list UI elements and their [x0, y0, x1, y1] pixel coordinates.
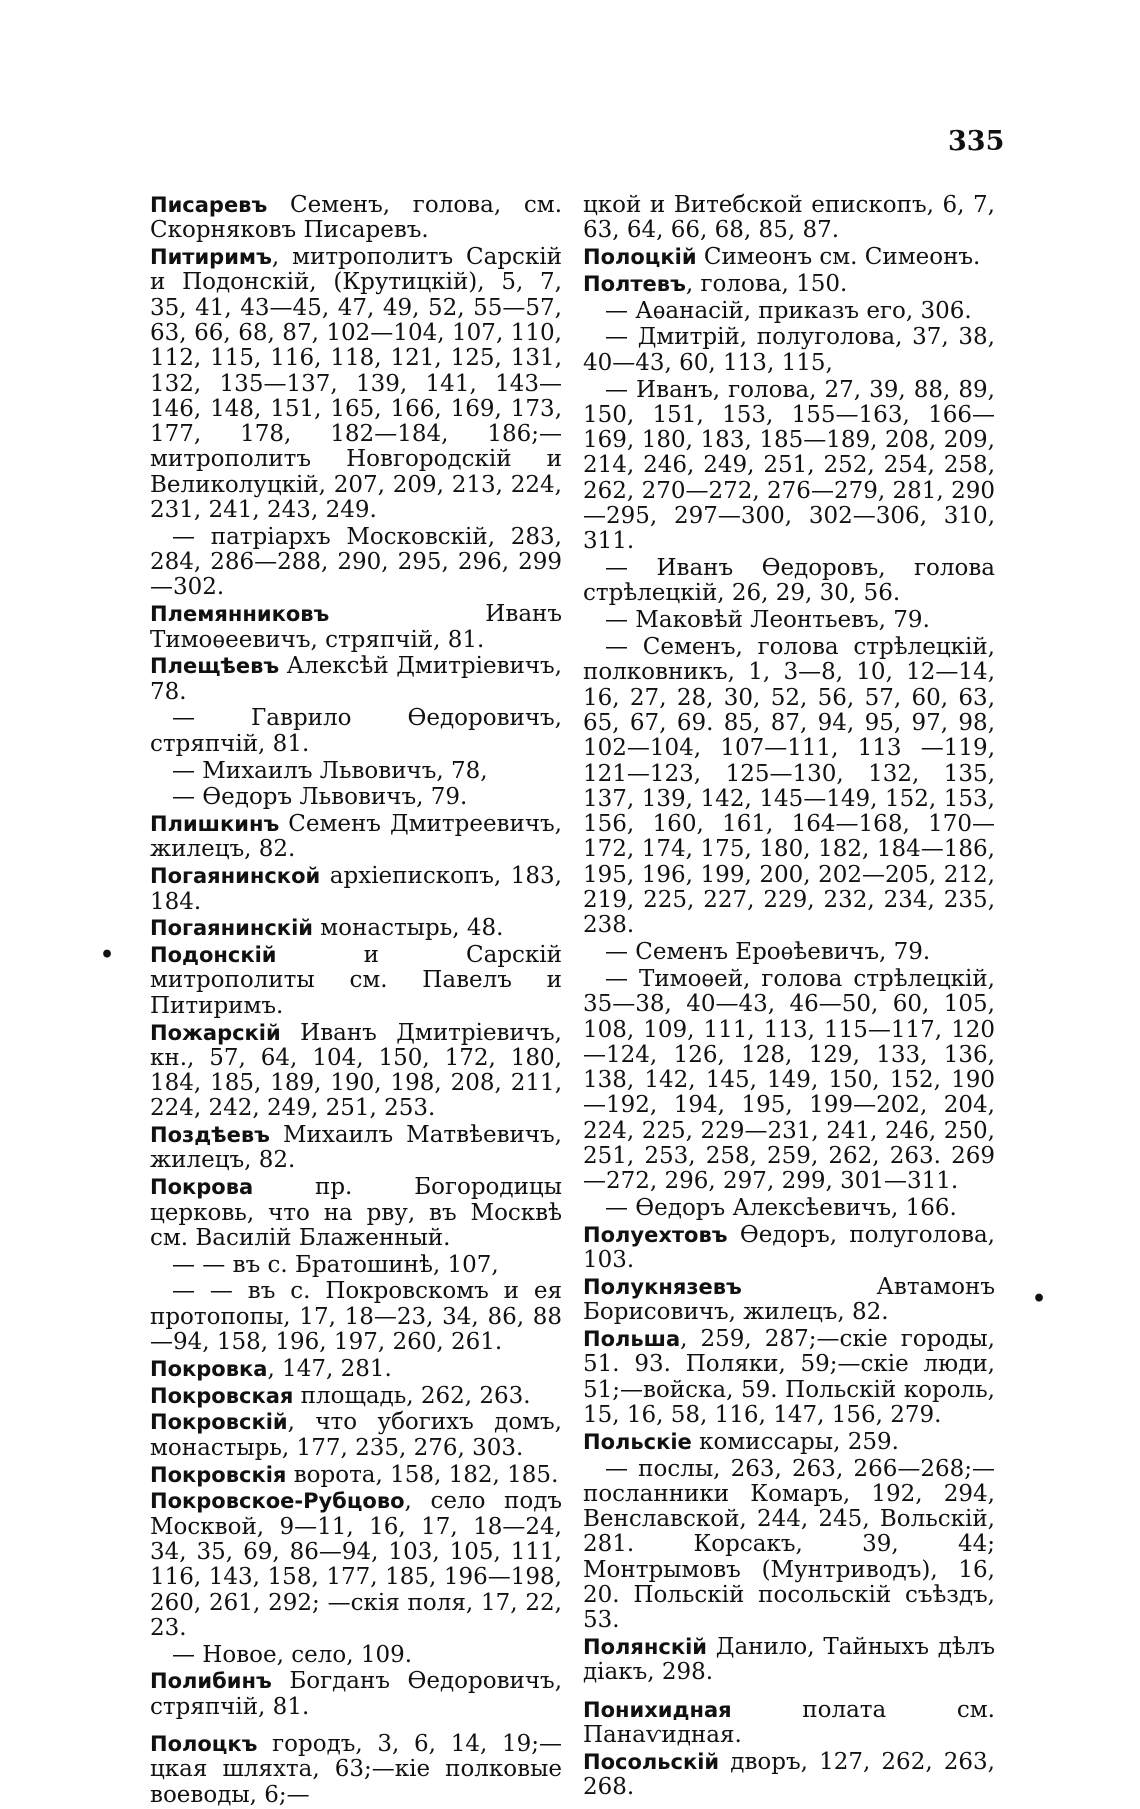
index-entry — [150, 1732, 562, 1808]
index-entry — [150, 1253, 562, 1278]
entry-headword: Покровскія — [150, 1462, 287, 1487]
entry-text: площадь, 262, 263. — [293, 1382, 531, 1409]
index-entry — [583, 1698, 995, 1749]
index-entry — [150, 785, 562, 810]
index-entry — [150, 1643, 562, 1668]
entry-text: Автамонъ Борисовичъ, жилецъ, 82. — [583, 1273, 995, 1326]
entry-text: Иванъ Дмитріевичъ, кн., 57, 64, 104, 150, 172, 180, 184, 185, 189, 190, 198, 208, 211, 224, 242, 249, 251, 253. — [150, 1019, 562, 1122]
index-entry — [150, 525, 562, 601]
entry-text: архіепископъ, 183, 184. — [150, 863, 562, 915]
entry-headword: Покрова — [150, 1175, 254, 1200]
entry-text: — Аѳанасій, приказъ его, 306. — [605, 297, 972, 324]
entry-headword: Полуехтовъ — [583, 1222, 728, 1247]
entry-text: дворъ, 127, 262, 263, 268. — [583, 1748, 995, 1801]
entry-headword: Писаревъ — [150, 193, 268, 217]
index-entry — [583, 635, 995, 939]
entry-text: Иванъ Тимоѳеевичъ, стряпчій, 81. — [150, 601, 562, 653]
entry-headword: Полоцкій — [583, 245, 697, 270]
entry-text: — Тимоѳей, голова стрѣлецкій, 35—38, 40—43, 46—50, 60, 105, 108, 109, 111, 113, 115—117, 120—124, 126, 128, 129, 133, 136, 138, 142, 145, 149, 150, 152, 190—192, 194, 195, 199—202, 204, 224, 225, 229—231, 241, 246, 250, 251, 253, 258, 259, 262, 263. 269—272, 296, 297, 299, 301—311. — [583, 965, 995, 1195]
index-entry — [150, 1489, 562, 1641]
entry-headword: Плишкинъ — [150, 812, 280, 837]
index-entry — [150, 1384, 562, 1409]
index-entry — [583, 1750, 995, 1801]
entry-headword: Польскіе — [583, 1429, 692, 1454]
entry-text: Семенъ, голова, см. Скорняковъ Писаревъ. — [150, 192, 562, 244]
entry-headword: Племянниковъ — [150, 602, 330, 627]
index-entry — [150, 1175, 562, 1251]
entry-text: Семенъ Дмитреевичъ, жилецъ, 82. — [150, 811, 562, 863]
entry-text: — Новое, село, 109. — [172, 1641, 413, 1668]
entry-text: — — въ с. Покровскомъ и ея протопопы, 17, 18—23, 34, 86, 88—94, 158, 196, 197, 260, 261. — [150, 1278, 562, 1356]
entry-text: — Иванъ, голова, 27, 39, 88, 89, 150, 151, 153, 155—163, 166—169, 180, 183, 185—189, 208, 209, 214, 246, 249, 251, 252, 254, 258, 262, 270—272, 276—279, 281, 290—295, 297—300, 302—306, 310, 311. — [583, 376, 995, 555]
index-entry — [150, 1410, 562, 1461]
entry-headword: Полибинъ — [150, 1669, 272, 1694]
index-entry — [150, 706, 562, 757]
entry-text: — Маковѣй Леонтьевъ, 79. — [605, 607, 930, 634]
entry-text: , 147, 281. — [267, 1355, 392, 1382]
index-entry — [583, 245, 995, 270]
index-entry — [150, 1123, 562, 1174]
entry-text: Данило, Тайныхъ дѣлъ діакъ, 298. — [583, 1634, 995, 1686]
index-entry — [150, 943, 562, 1019]
index-entry — [583, 325, 995, 376]
index-entry — [150, 1669, 562, 1720]
entry-text: — Семенъ Ероѳѣевичъ, 79. — [605, 939, 931, 966]
index-entry — [150, 1279, 562, 1355]
entry-headword: Погаянинскій — [150, 916, 313, 941]
entry-text: цкой и Витебской епископъ, 6, 7, 63, 64, 66, 68, 85, 87. — [583, 192, 995, 244]
entry-text: пр. Богородицы церковь, что на рву, въ Москвѣ см. Василій Блаженный. — [150, 1174, 562, 1251]
right-column — [583, 193, 995, 1802]
index-entry — [583, 272, 995, 297]
index-entry — [150, 1357, 562, 1382]
index-entry — [583, 967, 995, 1195]
entry-text: комиссары, 259. — [691, 1428, 899, 1455]
index-entry — [583, 1196, 995, 1221]
entry-headword: Понихидная — [583, 1697, 732, 1722]
entry-text: — Дмитрій, полуголова, 37, 38, 40—43, 60, 113, 115, — [583, 324, 995, 376]
page-number: 335 — [948, 126, 1005, 157]
entry-headword: Поздѣевъ — [150, 1123, 270, 1148]
entry-text: Богданъ Ѳедоровичъ, стряпчій, 81. — [150, 1668, 562, 1720]
index-entry — [583, 1457, 995, 1634]
entry-headword: Полтевъ — [583, 271, 686, 296]
entry-text: , 259, 287;—скіе городы, 51. 93. Поляки, 59;—скіе люди, 51;—войска, 59. Польскій король, 15, 16, 58, 116, 147, 156, 279. — [583, 1326, 995, 1428]
entry-headword: Погаянинской — [150, 864, 321, 889]
index-entry — [583, 1635, 995, 1686]
entry-text: полата см. Панаѵидная. — [583, 1696, 995, 1749]
index-entry — [150, 654, 562, 705]
entry-headword: Покровское-Рубцово — [150, 1489, 405, 1514]
entry-text: — Иванъ Ѳедоровъ, голова стрѣлецкій, 26, 29, 30, 56. — [583, 555, 995, 607]
entry-headword: Полукнязевъ — [583, 1274, 742, 1299]
index-entry — [583, 1327, 995, 1428]
index-entry — [150, 812, 562, 863]
entry-headword: Покровская — [150, 1383, 294, 1408]
left-column — [150, 193, 562, 1809]
entry-headword: Полоцкъ — [150, 1732, 258, 1757]
stray-dot-left: • — [100, 942, 115, 968]
entry-text: — послы, 263, 263, 266—268;—посланники Комаръ, 192, 294, Венславской, 244, 245, Вольскій, 281. Корсакъ, 39, 44; Монтрымовъ (Мунтриводъ), 16, 20. Польскій посольскій съѣздъ, 53. — [583, 1455, 995, 1634]
entry-headword: Покровка — [150, 1356, 268, 1381]
entry-text: , митрополитъ Сарскій и Подонскій, (Крутицкій), 5, 7, 35, 41, 43—45, 47, 49, 52, 55—57, 63, 66, 68, 87, 102—104, 107, 110, 112, 115, 116, 118, 121, 125, 131, 132, 135—137, 139, 141, 143—146, 148, 151, 165, 166, 169, 173, 177, 178, 182—184, 186;—митрополитъ Новгородскій и Великолуцкій, 207, 209, 213, 224, 231, 241, 243, 249. — [150, 244, 562, 524]
entry-text: — Гаврило Ѳедоровичъ, стряпчій, 81. — [150, 705, 562, 757]
index-entry — [583, 1430, 995, 1455]
entry-text: ворота, 158, 182, 185. — [286, 1461, 559, 1488]
entry-text: — Семенъ, голова стрѣлецкій, полковникъ, 1, 3—8, 10, 12—14, 16, 27, 28, 30, 52, 56, 57, 60, 63, 65, 67, 69. 85, 87, 94, 95, 97, 98, 102—104, 107—111, 113 —119, 121—123, 125—130, 132, 135, 137, 139, 142, 145—149, 152, 153, 156, 160, 161, 164—168, 170—172, 174, 175, 180, 182, 184—186, 195, 196, 199, 200, 202—205, 212, 219, 225, 227, 229, 232, 234, 235, 238. — [583, 634, 995, 939]
entry-text: городъ, 3, 6, 14, 19;—цкая шляхта, 63;—кіе полковые воеводы, 6;— — [150, 1731, 562, 1808]
entry-text: , село подъ Москвой, 9—11, 16, 17, 18—24, 34, 35, 69, 86—94, 103, 105, 111, 116, 143, 158, 177, 185, 196—198, 260, 261, 292; —скія поля, 17, 22, 23. — [150, 1488, 562, 1641]
entry-headword: Плещѣевъ — [150, 654, 280, 679]
entry-text: и Сарскій митрополиты см. Павелъ и Питиримъ. — [150, 942, 562, 1019]
entry-text: Михаилъ Матвѣевичъ, жилецъ, 82. — [150, 1122, 562, 1174]
entry-headword: Полянскій — [583, 1635, 707, 1660]
entry-text: , голова, 150. — [685, 270, 848, 297]
index-entry — [150, 245, 562, 523]
entry-text: — Ѳедоръ Львовичъ, 79. — [172, 784, 468, 811]
index-entry — [150, 864, 562, 915]
entry-text: — патріархъ Московскій, 283, 284, 286—288, 290, 295, 296, 299—302. — [150, 523, 562, 601]
entry-text: монастырь, 48. — [312, 915, 504, 942]
entry-text: Ѳедоръ, полуголова, 103. — [583, 1221, 995, 1274]
index-entry — [150, 193, 562, 244]
index-entry — [150, 916, 562, 941]
index-entry — [583, 299, 995, 324]
entry-text: Симеонъ см. Симеонъ. — [696, 244, 981, 271]
index-entry — [150, 759, 562, 784]
index-entry — [583, 378, 995, 555]
index-entry — [583, 1223, 995, 1274]
entry-headword: Питиримъ — [150, 245, 272, 270]
index-entry — [150, 602, 562, 653]
entry-headword: Посольскій — [583, 1749, 720, 1774]
entry-text: — Михаилъ Львовичъ, 78, — [172, 757, 488, 784]
entry-text: , что убогихъ домъ, монастырь, 177, 235, 276, 303. — [150, 1409, 562, 1461]
entry-headword: Пожарскій — [150, 1020, 281, 1045]
entry-headword: Покровскій — [150, 1410, 288, 1435]
index-entry — [150, 1021, 562, 1122]
stray-dot-right: • — [1032, 1286, 1047, 1312]
entry-text: — Ѳедоръ Алексѣевичъ, 166. — [605, 1195, 957, 1222]
index-entry — [583, 1275, 995, 1326]
index-entry — [583, 193, 995, 244]
index-entry — [583, 940, 995, 965]
entry-headword: Польша — [583, 1327, 681, 1352]
index-entry — [583, 608, 995, 633]
entry-text: — — въ с. Братошинѣ, 107, — [172, 1251, 499, 1278]
index-entry — [150, 1463, 562, 1488]
index-entry — [583, 556, 995, 607]
entry-text: Алексѣй Дмитріевичъ, 78. — [150, 653, 562, 705]
entry-headword: Подонскій — [150, 943, 277, 968]
